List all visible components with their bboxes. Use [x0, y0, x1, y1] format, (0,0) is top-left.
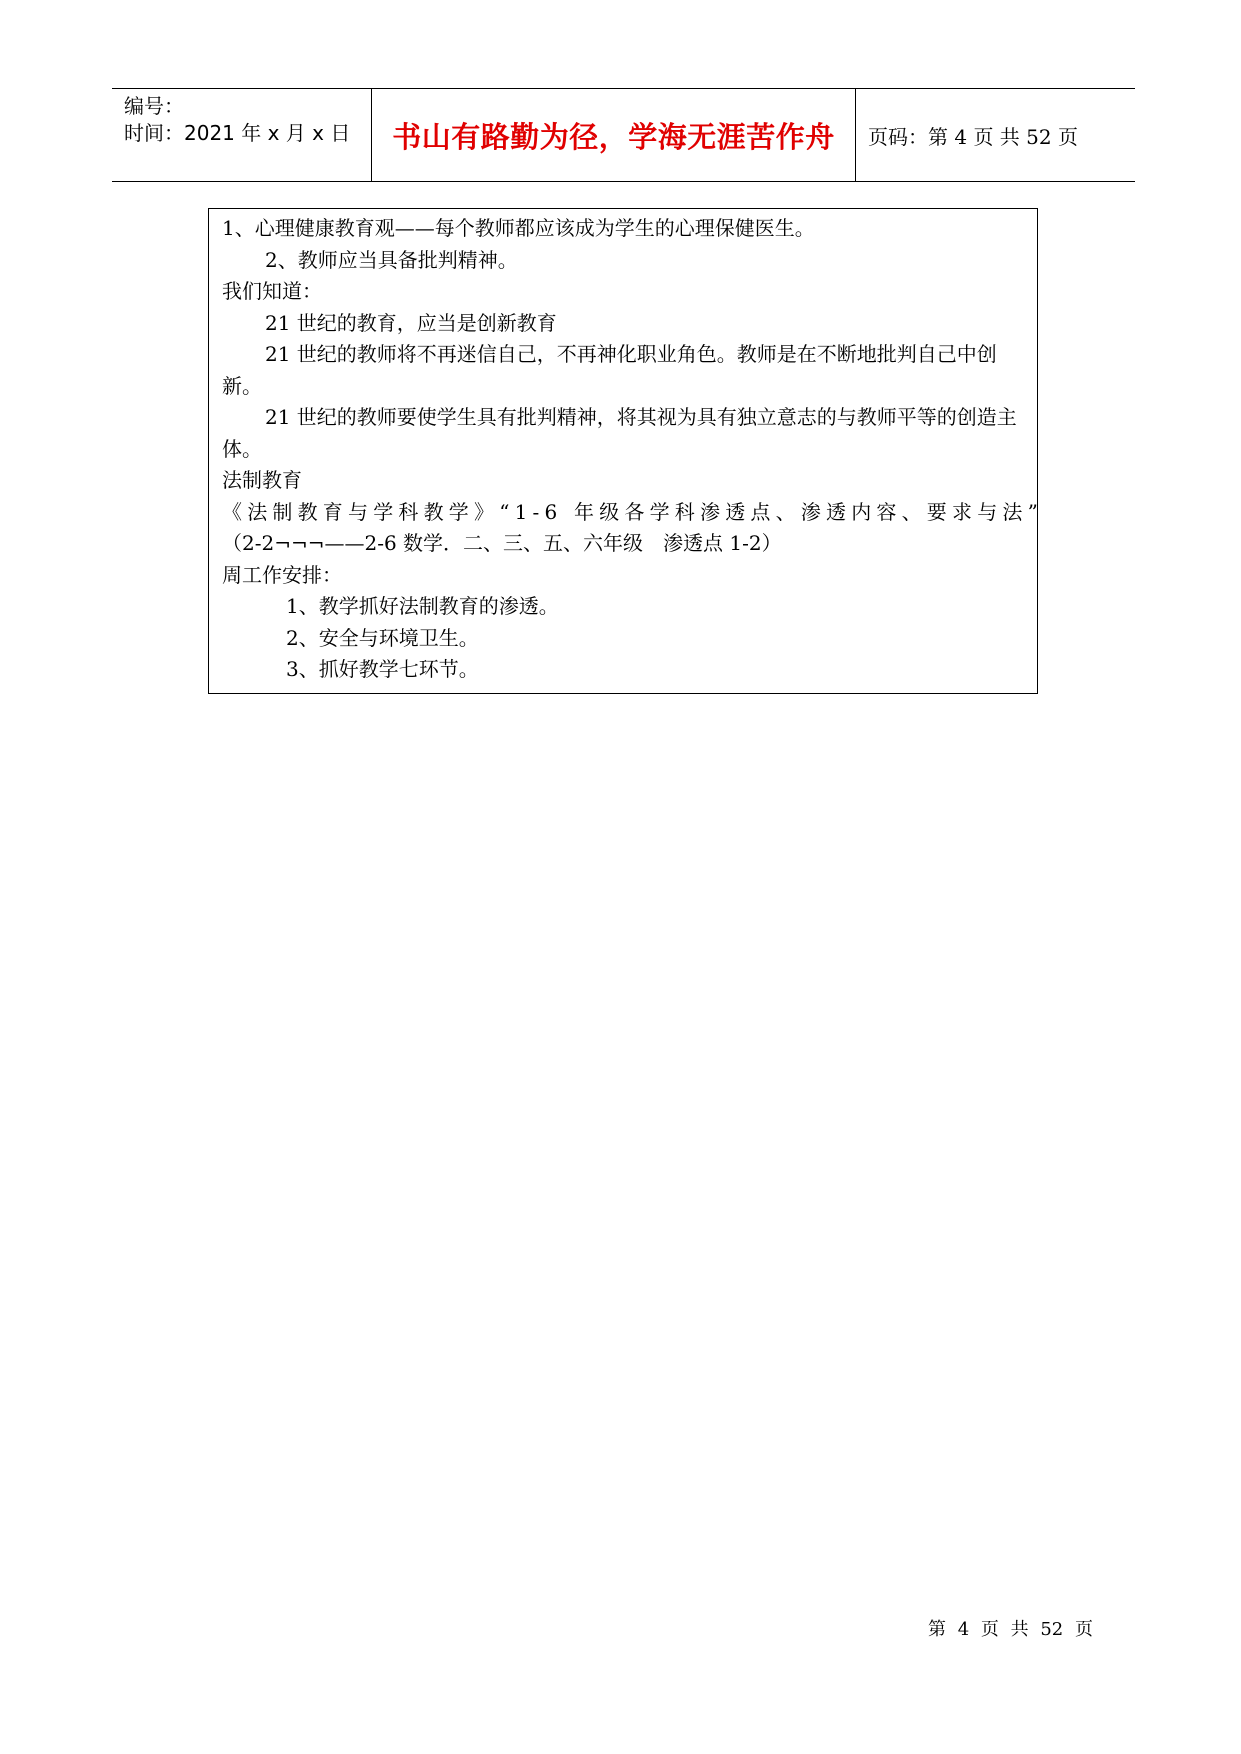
content-line: 1、教学抓好法制教育的渗透。 [286, 594, 559, 618]
content-line: 《法制教育与学科教学》“1-6 年级各学科渗透点、渗透内容、要求与法” [222, 499, 1044, 524]
content-line: 1、心理健康教育观——每个教师都应该成为学生的心理保健医生。 [222, 216, 815, 240]
content-paragraph: 21 世纪的教师将不再迷信自己，不再神化职业角色。教师是在不断地批判自己中创新。 [222, 342, 997, 398]
header-info-cell [112, 89, 372, 181]
content-line: 法制教育 [222, 468, 302, 492]
document-number-label: 编号： [124, 94, 184, 118]
content-line: 2、教师应当具备批判精神。 [265, 247, 518, 272]
header-page-cell [856, 89, 1135, 181]
content-line: 3、抓好教学七环节。 [286, 657, 479, 681]
page-footer: 第 4 页 共 52 页 [928, 1619, 1093, 1640]
content-paragraph: 21 世纪的教师要使学生具有批判精神，将其视为具有独立意志的与教师平等的创造主体。 [222, 405, 1017, 461]
content-line: 周工作安排： [222, 562, 342, 587]
content-line: （2-2¬¬¬——2-6 数学．二、三、五、六年级 渗透点 1-2） [222, 531, 782, 555]
content-line: 21 世纪的教育，应当是创新教育 [265, 310, 557, 335]
page-header [112, 88, 1135, 182]
content-box [208, 208, 1044, 694]
header-motto: 书山有路勤为径，学海无涯苦作舟 [392, 119, 835, 154]
header-page-info: 页码：第 4 页 共 52 页 [868, 124, 1078, 149]
document-date: 时间：2021 年 x 月 x 日 [124, 121, 351, 145]
header-motto-cell [372, 89, 856, 181]
content-line: 2、安全与环境卫生。 [286, 625, 479, 650]
content-line: 我们知道： [222, 279, 322, 303]
